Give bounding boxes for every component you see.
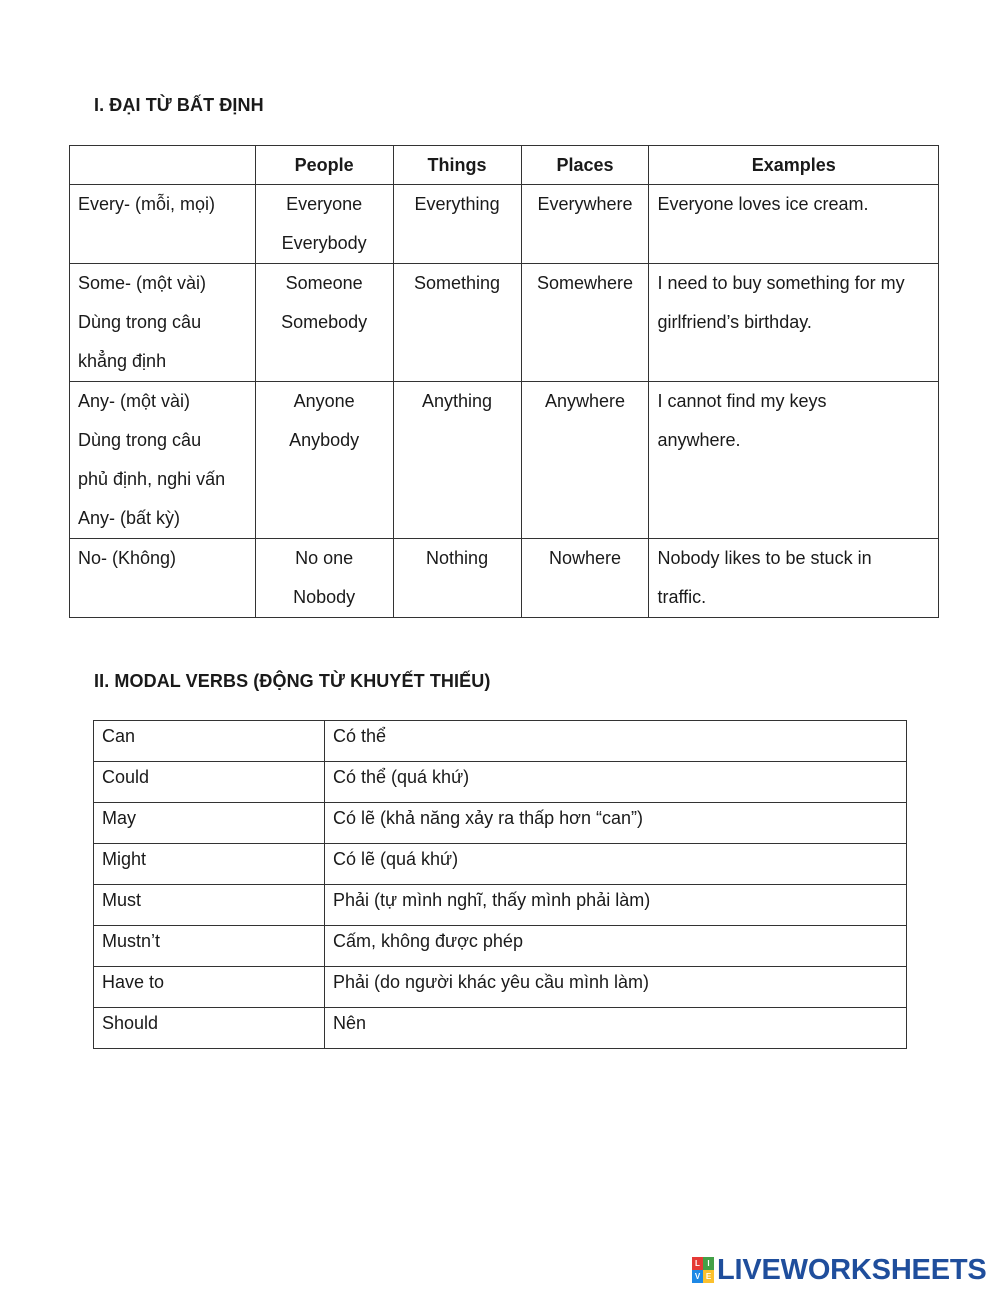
prefix-cell-line: khẳng định xyxy=(78,351,167,371)
modal-verb-cell: Mustn’t xyxy=(94,926,325,967)
things-cell-line: Something xyxy=(414,273,501,293)
logo-text: LIVEWORKSHEETS xyxy=(717,1253,987,1286)
example-cell-line: Everyone loves ice cream. xyxy=(657,194,869,214)
places-cell-line: Anywhere xyxy=(544,391,626,411)
people-cell xyxy=(255,382,393,539)
places-cell-line: Somewhere xyxy=(536,273,634,293)
logo-mark-square: E xyxy=(703,1270,714,1283)
header-examples: Examples xyxy=(649,146,939,185)
example-cell xyxy=(649,539,939,618)
things-cell-line: Nothing xyxy=(426,548,489,568)
table-row xyxy=(94,721,907,762)
modal-meaning-cell: Phải (do người khác yêu cầu mình làm) xyxy=(325,967,907,1008)
table-row xyxy=(94,1008,907,1049)
example-cell-line: anywhere. xyxy=(657,430,741,450)
example-cell-line: I cannot find my keys xyxy=(657,391,827,411)
things-cell xyxy=(393,264,521,382)
modal-verb-cell: Should xyxy=(94,1008,325,1049)
prefix-cell-line: phủ định, nghi vấn xyxy=(78,469,226,489)
places-cell xyxy=(521,539,649,618)
people-cell-line: Everybody xyxy=(281,233,367,253)
modal-verb-cell: May xyxy=(94,803,325,844)
modal-meaning-cell: Nên xyxy=(325,1008,907,1049)
people-cell-line: Somebody xyxy=(281,312,368,332)
example-cell-line: Nobody likes to be stuck in xyxy=(657,548,872,568)
places-cell xyxy=(521,185,649,264)
section2-title: II. MODAL VERBS (ĐỘNG TỪ KHUYẾT THIẾU) xyxy=(94,671,491,691)
modal-meaning-cell: Có thể xyxy=(325,721,907,762)
places-cell xyxy=(521,382,649,539)
things-cell-line: Everything xyxy=(414,194,500,214)
table-row xyxy=(70,382,939,539)
modal-meaning-cell: Có thể (quá khứ) xyxy=(325,762,907,803)
modal-verb-cell: Can xyxy=(94,721,325,762)
header-people: People xyxy=(255,146,393,185)
things-cell-line: Anything xyxy=(422,391,493,411)
prefix-cell-line: No- (Không) xyxy=(78,548,177,568)
prefix-cell-line: Dùng trong câu xyxy=(78,312,202,332)
prefix-cell xyxy=(70,264,256,382)
places-cell-line: Everywhere xyxy=(537,194,633,214)
table-row xyxy=(94,967,907,1008)
table-row xyxy=(70,185,939,264)
people-cell-line: Someone xyxy=(285,273,363,293)
prefix-cell xyxy=(70,539,256,618)
prefix-cell-line: Some- (một vài) xyxy=(78,273,207,293)
example-cell-line: traffic. xyxy=(657,587,707,607)
section1-title: I. ĐẠI TỪ BẤT ĐỊNH xyxy=(94,95,264,115)
table-row xyxy=(70,539,939,618)
logo-mark-square: I xyxy=(703,1257,714,1270)
example-cell-line: I need to buy something for my xyxy=(657,273,905,293)
example-cell-line: girlfriend’s birthday. xyxy=(657,312,812,332)
modal-meaning-cell: Cấm, không được phép xyxy=(325,926,907,967)
prefix-cell-line: Any- (bất kỳ) xyxy=(78,508,181,528)
indefinite-pronouns-table xyxy=(69,145,939,618)
table-row xyxy=(94,885,907,926)
modal-meaning-cell: Phải (tự mình nghĩ, thấy mình phải làm) xyxy=(325,885,907,926)
things-cell xyxy=(393,539,521,618)
example-cell xyxy=(649,264,939,382)
modal-verb-cell: Might xyxy=(94,844,325,885)
modal-meaning-cell: Có lẽ (khả năng xảy ra thấp hơn “can”) xyxy=(325,803,907,844)
things-cell xyxy=(393,185,521,264)
example-cell xyxy=(649,382,939,539)
prefix-cell-line: Any- (một vài) xyxy=(78,391,191,411)
modal-verbs-table xyxy=(93,720,907,1049)
prefix-cell xyxy=(70,382,256,539)
table-header-row xyxy=(70,146,939,185)
table-row xyxy=(94,803,907,844)
logo-mark-square: V xyxy=(692,1270,703,1283)
places-cell xyxy=(521,264,649,382)
liveworksheets-logo xyxy=(692,1252,987,1288)
table-row xyxy=(70,264,939,382)
people-cell-line: Everyone xyxy=(286,194,363,214)
table-row xyxy=(94,926,907,967)
people-cell-line: Anybody xyxy=(289,430,360,450)
prefix-cell-line: Dùng trong câu xyxy=(78,430,202,450)
table-row xyxy=(94,844,907,885)
prefix-cell-line: Every- (mỗi, mọi) xyxy=(78,194,216,214)
modal-meaning-cell: Có lẽ (quá khứ) xyxy=(325,844,907,885)
people-cell xyxy=(255,539,393,618)
people-cell xyxy=(255,185,393,264)
logo-mark-icon xyxy=(692,1257,714,1283)
prefix-cell xyxy=(70,185,256,264)
people-cell-line: Anyone xyxy=(293,391,355,411)
header-things: Things xyxy=(393,146,521,185)
things-cell xyxy=(393,382,521,539)
people-cell-line: No one xyxy=(295,548,354,568)
logo-mark-square: L xyxy=(692,1257,703,1270)
modal-verb-cell: Have to xyxy=(94,967,325,1008)
places-cell-line: Nowhere xyxy=(548,548,622,568)
header-empty xyxy=(70,146,256,185)
people-cell-line: Nobody xyxy=(293,587,356,607)
table-row xyxy=(94,762,907,803)
modal-verb-cell: Must xyxy=(94,885,325,926)
people-cell xyxy=(255,264,393,382)
example-cell xyxy=(649,185,939,264)
modal-verb-cell: Could xyxy=(94,762,325,803)
header-places: Places xyxy=(521,146,649,185)
